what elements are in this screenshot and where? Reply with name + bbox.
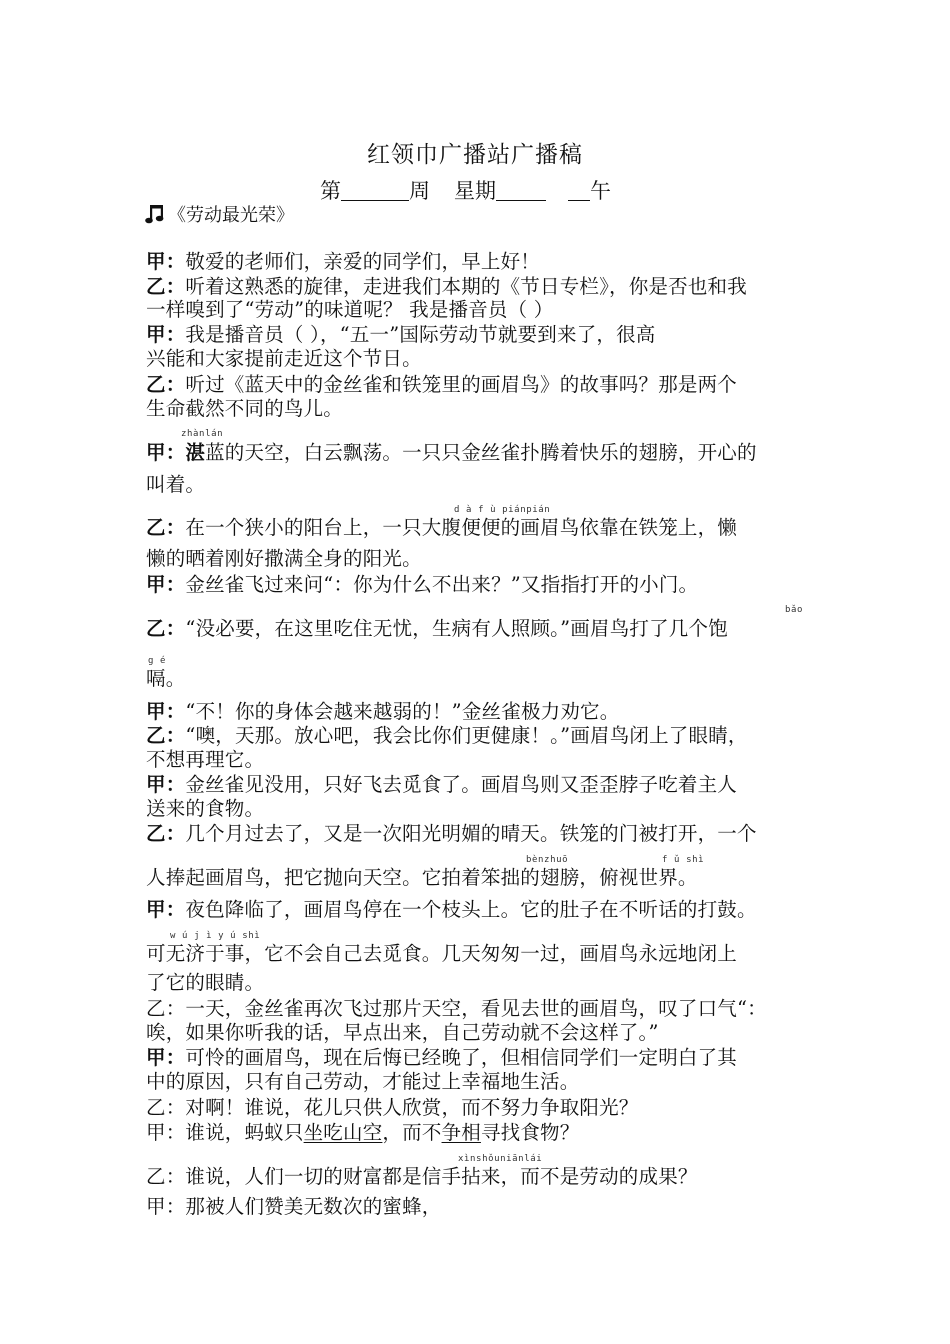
line-text: “不！你的身体会越来越弱的！”金丝雀极力劝它。	[185, 700, 620, 723]
speaker-jia: 甲：	[146, 1046, 186, 1069]
line-text: “没必要，在这里吃住无忧，生病有人照顾。”画眉鸟打了几个饱	[185, 617, 728, 640]
speaker-yi: 乙：	[146, 1096, 186, 1119]
week-prefix: 第	[320, 179, 341, 203]
speaker-jia: 甲：	[146, 573, 186, 596]
line-text: 蓝的天空，白云飘荡。一只只金丝雀扑腾着快乐的翅膀，开心的	[205, 441, 757, 464]
speaker-yi: 乙：	[146, 373, 186, 396]
line-text: 夜色降临了，画眉鸟停在一个枝头上。它的肚子在不听话的打鼓。	[185, 898, 757, 921]
pinyin-annotation: g é	[148, 656, 167, 666]
song-title	[145, 201, 294, 227]
speaker-jia: 甲：	[146, 1121, 186, 1144]
week-blank	[341, 180, 409, 201]
dialogue-line-cont: 可无济于事，它不会自己去觅食。几天匆匆一过，画眉鸟永远地闭上	[146, 942, 738, 965]
dialogue-line-cont: 不想再理它。	[146, 748, 265, 771]
dialogue-line	[146, 249, 540, 275]
pinyin-annotation: w ú j ì y ú shì	[170, 931, 261, 941]
underlined-phrase: 争相	[441, 1121, 481, 1144]
line-text: 在一个狭小的阳台上，一只大腹便便的画眉鸟依靠在铁笼上，懒	[185, 516, 738, 539]
dialogue-line-cont: 兴能和大家提前走近这个节日。	[146, 347, 422, 370]
dialogue-line-cont: 叫着。	[146, 473, 206, 496]
dialogue-line	[146, 1045, 737, 1071]
speaker-yi: 乙：	[146, 516, 186, 539]
dialogue-line	[146, 372, 737, 398]
pinyin-annotation: zhànlán	[181, 429, 224, 439]
dialogue-line-cont: 人捧起画眉鸟，把它抛向天空。它拍着笨拙的翅膀，俯视世界。	[146, 866, 698, 889]
dialogue-line	[146, 772, 737, 798]
line-text: ，而不	[382, 1121, 442, 1144]
dialogue-line-cont: 唉，如果你听我的话，早点出来，自己劳动就不会这样了。”	[146, 1021, 659, 1044]
line-text: 谁说，蚂蚁只	[185, 1121, 304, 1144]
music-note-icon	[145, 203, 165, 225]
speaker-yi: 乙：	[146, 822, 186, 845]
dialogue-line	[146, 572, 698, 598]
dialogue-line-cont: 送来的食物。	[146, 797, 265, 820]
dialogue-line-cont: 了它的眼睛。	[146, 971, 265, 994]
week-label: 周	[409, 179, 430, 203]
dialogue-line	[146, 1095, 639, 1121]
weekday-label: 星期	[454, 179, 496, 203]
line-text: 听着这熟悉的旋律，走进我们本期的《节日专栏》，你是否也和我	[185, 275, 747, 298]
pinyin-annotation: bǎo	[785, 605, 804, 615]
line-text: 金丝雀飞过来问“：你为什么不出来？”又指指打开的小门。	[185, 573, 699, 596]
dialogue-line-cont: 中的原因，只有自己劳动，才能过上幸福地生活。	[146, 1070, 580, 1093]
dialogue-line	[146, 996, 767, 1022]
dialogue-line	[146, 1194, 442, 1220]
line-text: 金丝雀见没用，只好飞去觅食了。画眉鸟则又歪歪脖子吃着主人	[185, 773, 738, 796]
line-text: 几个月过去了，又是一次阳光明媚的晴天。铁笼的门被打开，一个	[185, 822, 757, 845]
dialogue-line	[146, 1164, 698, 1190]
speaker-jia: 甲：	[146, 250, 186, 273]
dialogue-line	[146, 699, 619, 725]
ampm-blank	[568, 180, 590, 201]
speaker-jia: 甲：	[146, 323, 186, 346]
weekday-blank	[496, 180, 546, 201]
dialogue-line-cont: 懒的晒着刚好撒满全身的阳光。	[146, 547, 422, 570]
pinyin-annotation: xìnshǒuniānlái	[458, 1154, 543, 1164]
speaker-jia: 甲：	[146, 1195, 186, 1218]
underlined-phrase: 坐吃山空	[303, 1121, 383, 1144]
line-text: 可怜的画眉鸟，现在后悔已经晚了，但相信同学们一定明白了其	[185, 1046, 738, 1069]
line-text: 对啊！谁说，花儿只供人欣赏，而不努力争取阳光？	[185, 1096, 639, 1119]
line-text: 谁说，人们一切的财富都是信手拈来，而不是劳动的成果？	[185, 1165, 698, 1188]
dialogue-line-cont: 嗝。	[146, 667, 186, 690]
dialogue-line-cont: 一样嗅到了“劳动”的味道呢？ 我是播音员（ ）	[146, 298, 554, 321]
speaker-yi: 乙：	[146, 617, 186, 640]
pinyin-annotation: f ǔ shì	[662, 855, 705, 865]
speaker-yi: 乙：	[146, 275, 186, 298]
line-text: 寻找食物？	[480, 1121, 580, 1144]
speaker-jia: 甲：	[146, 898, 186, 921]
dialogue-line	[146, 897, 757, 923]
line-text: 听过《蓝天中的金丝雀和铁笼里的画眉鸟》的故事吗？那是两个	[185, 373, 738, 396]
line-text: 一天，金丝雀再次飞过那片天空，看见去世的画眉鸟，叹了口气“：	[185, 997, 767, 1020]
dialogue-line	[146, 821, 757, 847]
line-text: 敬爱的老师们，亲爱的同学们，早上好！	[185, 250, 541, 273]
pinyin-annotation: d à f ù piánpián	[454, 505, 551, 515]
speaker-yi: 乙：	[146, 1165, 186, 1188]
line-text: “噢，天那。放心吧，我会比你们更健康！。”画眉鸟闭上了眼睛，	[185, 724, 748, 747]
speaker-yi: 乙：	[146, 724, 186, 747]
speaker-jia: 甲：	[146, 773, 186, 796]
date-line	[320, 175, 611, 205]
speaker-yi: 乙：	[146, 997, 186, 1020]
document-title: 红领巾广播站广播稿	[367, 142, 583, 168]
annotated-char: 湛	[185, 441, 206, 464]
speaker-jia: 甲：	[146, 700, 186, 723]
line-text: 我是播音员（ ），“五一”国际劳动节就要到来了，很高	[185, 323, 656, 346]
dialogue-line	[146, 440, 757, 466]
dialogue-line	[146, 1120, 579, 1146]
dialogue-line-cont: 生命截然不同的鸟儿。	[146, 397, 344, 420]
ampm-label: 午	[590, 179, 611, 203]
dialogue-line	[146, 616, 728, 642]
dialogue-line	[146, 723, 748, 749]
pinyin-annotation: bènzhuō	[526, 855, 569, 865]
song-name: 《劳动最光荣》	[168, 205, 294, 226]
line-text: 那被人们赞美无数次的蜜蜂，	[185, 1195, 442, 1218]
speaker-jia: 甲：	[146, 441, 186, 464]
dialogue-line	[146, 515, 737, 541]
dialogue-line	[146, 322, 656, 348]
